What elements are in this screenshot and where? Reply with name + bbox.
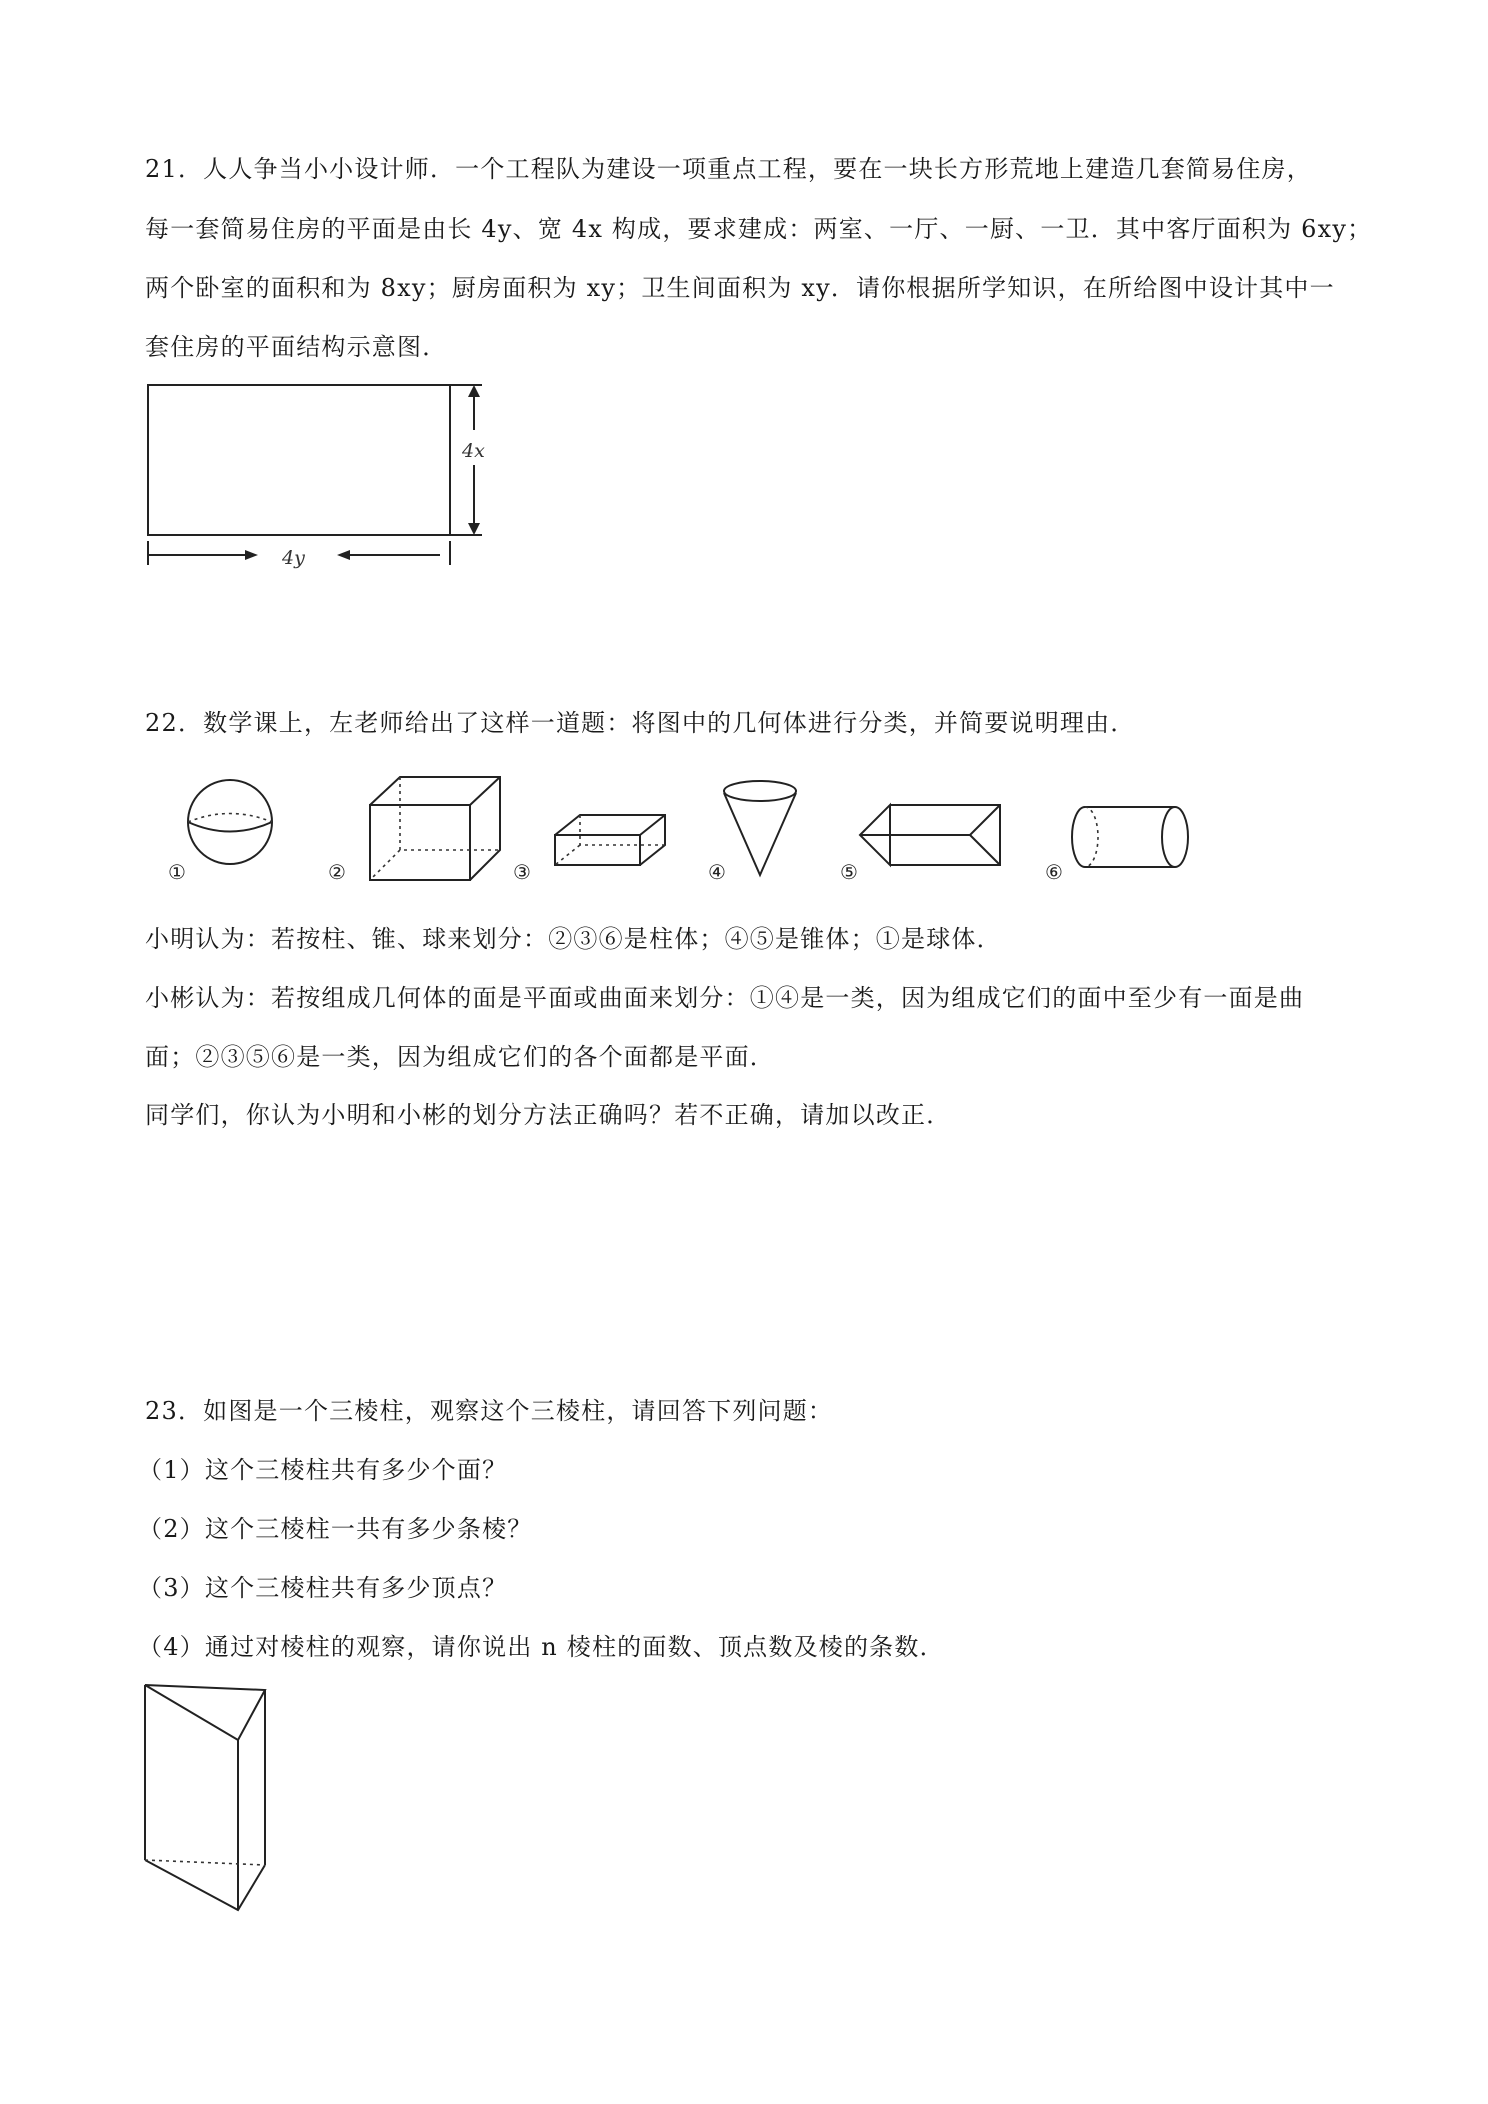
shape-label-3: ③	[513, 860, 531, 884]
q23-sub-1: （1）这个三棱柱共有多少个面？	[138, 1456, 508, 1484]
q22-line-3: 面；②③⑤⑥是一类，因为组成它们的各个面都是平面．	[145, 1043, 775, 1071]
prism-top-face	[145, 1685, 265, 1740]
q21-line-3: 两个卧室的面积和为 8xy；厨房面积为 xy；卫生间面积为 xy．请你根据所学知识，在所给图中设计其中一	[145, 274, 1335, 302]
q21-line-2: 每一套简易住房的平面是由长 4y、宽 4x 构成，要求建成：两室、一厅、一厨、一卫．其中客厅面积为 6xy；	[145, 215, 1373, 243]
land-rectangle	[148, 385, 450, 535]
q22-solids-figure	[160, 765, 1220, 895]
width-label: 4y	[282, 547, 305, 569]
cone-shape	[708, 781, 796, 884]
q22-line-1: 小明认为：若按柱、锥、球来划分：②③⑥是柱体；④⑤是锥体；①是球体．	[145, 925, 1002, 953]
q23-sub-2: （2）这个三棱柱一共有多少条棱？	[138, 1515, 533, 1543]
q21-line-4: 套住房的平面结构示意图．	[145, 333, 448, 361]
shape-label-6: ⑥	[1045, 860, 1063, 884]
triangular-prism-figure	[140, 1680, 280, 1940]
q23-question: 23．如图是一个三棱柱，观察这个三棱柱，请回答下列问题：	[145, 1397, 834, 1425]
shape-label-4: ④	[708, 860, 726, 884]
q22-question: 22．数学课上，左老师给出了这样一道题：将图中的几何体进行分类，并简要说明理由．	[145, 709, 1136, 737]
shape-label-5: ⑤	[840, 860, 858, 884]
cuboid-shape	[513, 815, 665, 884]
q23-sub-4: （4）通过对棱柱的观察，请你说出 n 棱柱的面数、顶点数及棱的条数．	[138, 1633, 945, 1661]
q22-line-2: 小彬认为：若按组成几何体的面是平面或曲面来划分：①④是一类，因为组成它们的面中至少有一面是曲	[145, 984, 1305, 1012]
q22-line-4: 同学们，你认为小明和小彬的划分方法正确吗？若不正确，请加以改正．	[145, 1101, 952, 1129]
shape-label-2: ②	[328, 860, 346, 884]
q23-sub-3: （3）这个三棱柱共有多少顶点？	[138, 1574, 508, 1602]
cylinder-shape	[1045, 807, 1188, 884]
q21-line-1: 21．人人争当小小设计师．一个工程队为建设一项重点工程，要在一块长方形荒地上建造几套简易住房，	[145, 155, 1312, 183]
shape-label-1: ①	[168, 860, 186, 884]
height-label: 4x	[462, 440, 485, 462]
cube-shape	[328, 777, 500, 884]
q21-rectangle-figure	[140, 375, 500, 575]
prism-shape	[840, 805, 1000, 884]
sphere-shape	[168, 780, 272, 884]
